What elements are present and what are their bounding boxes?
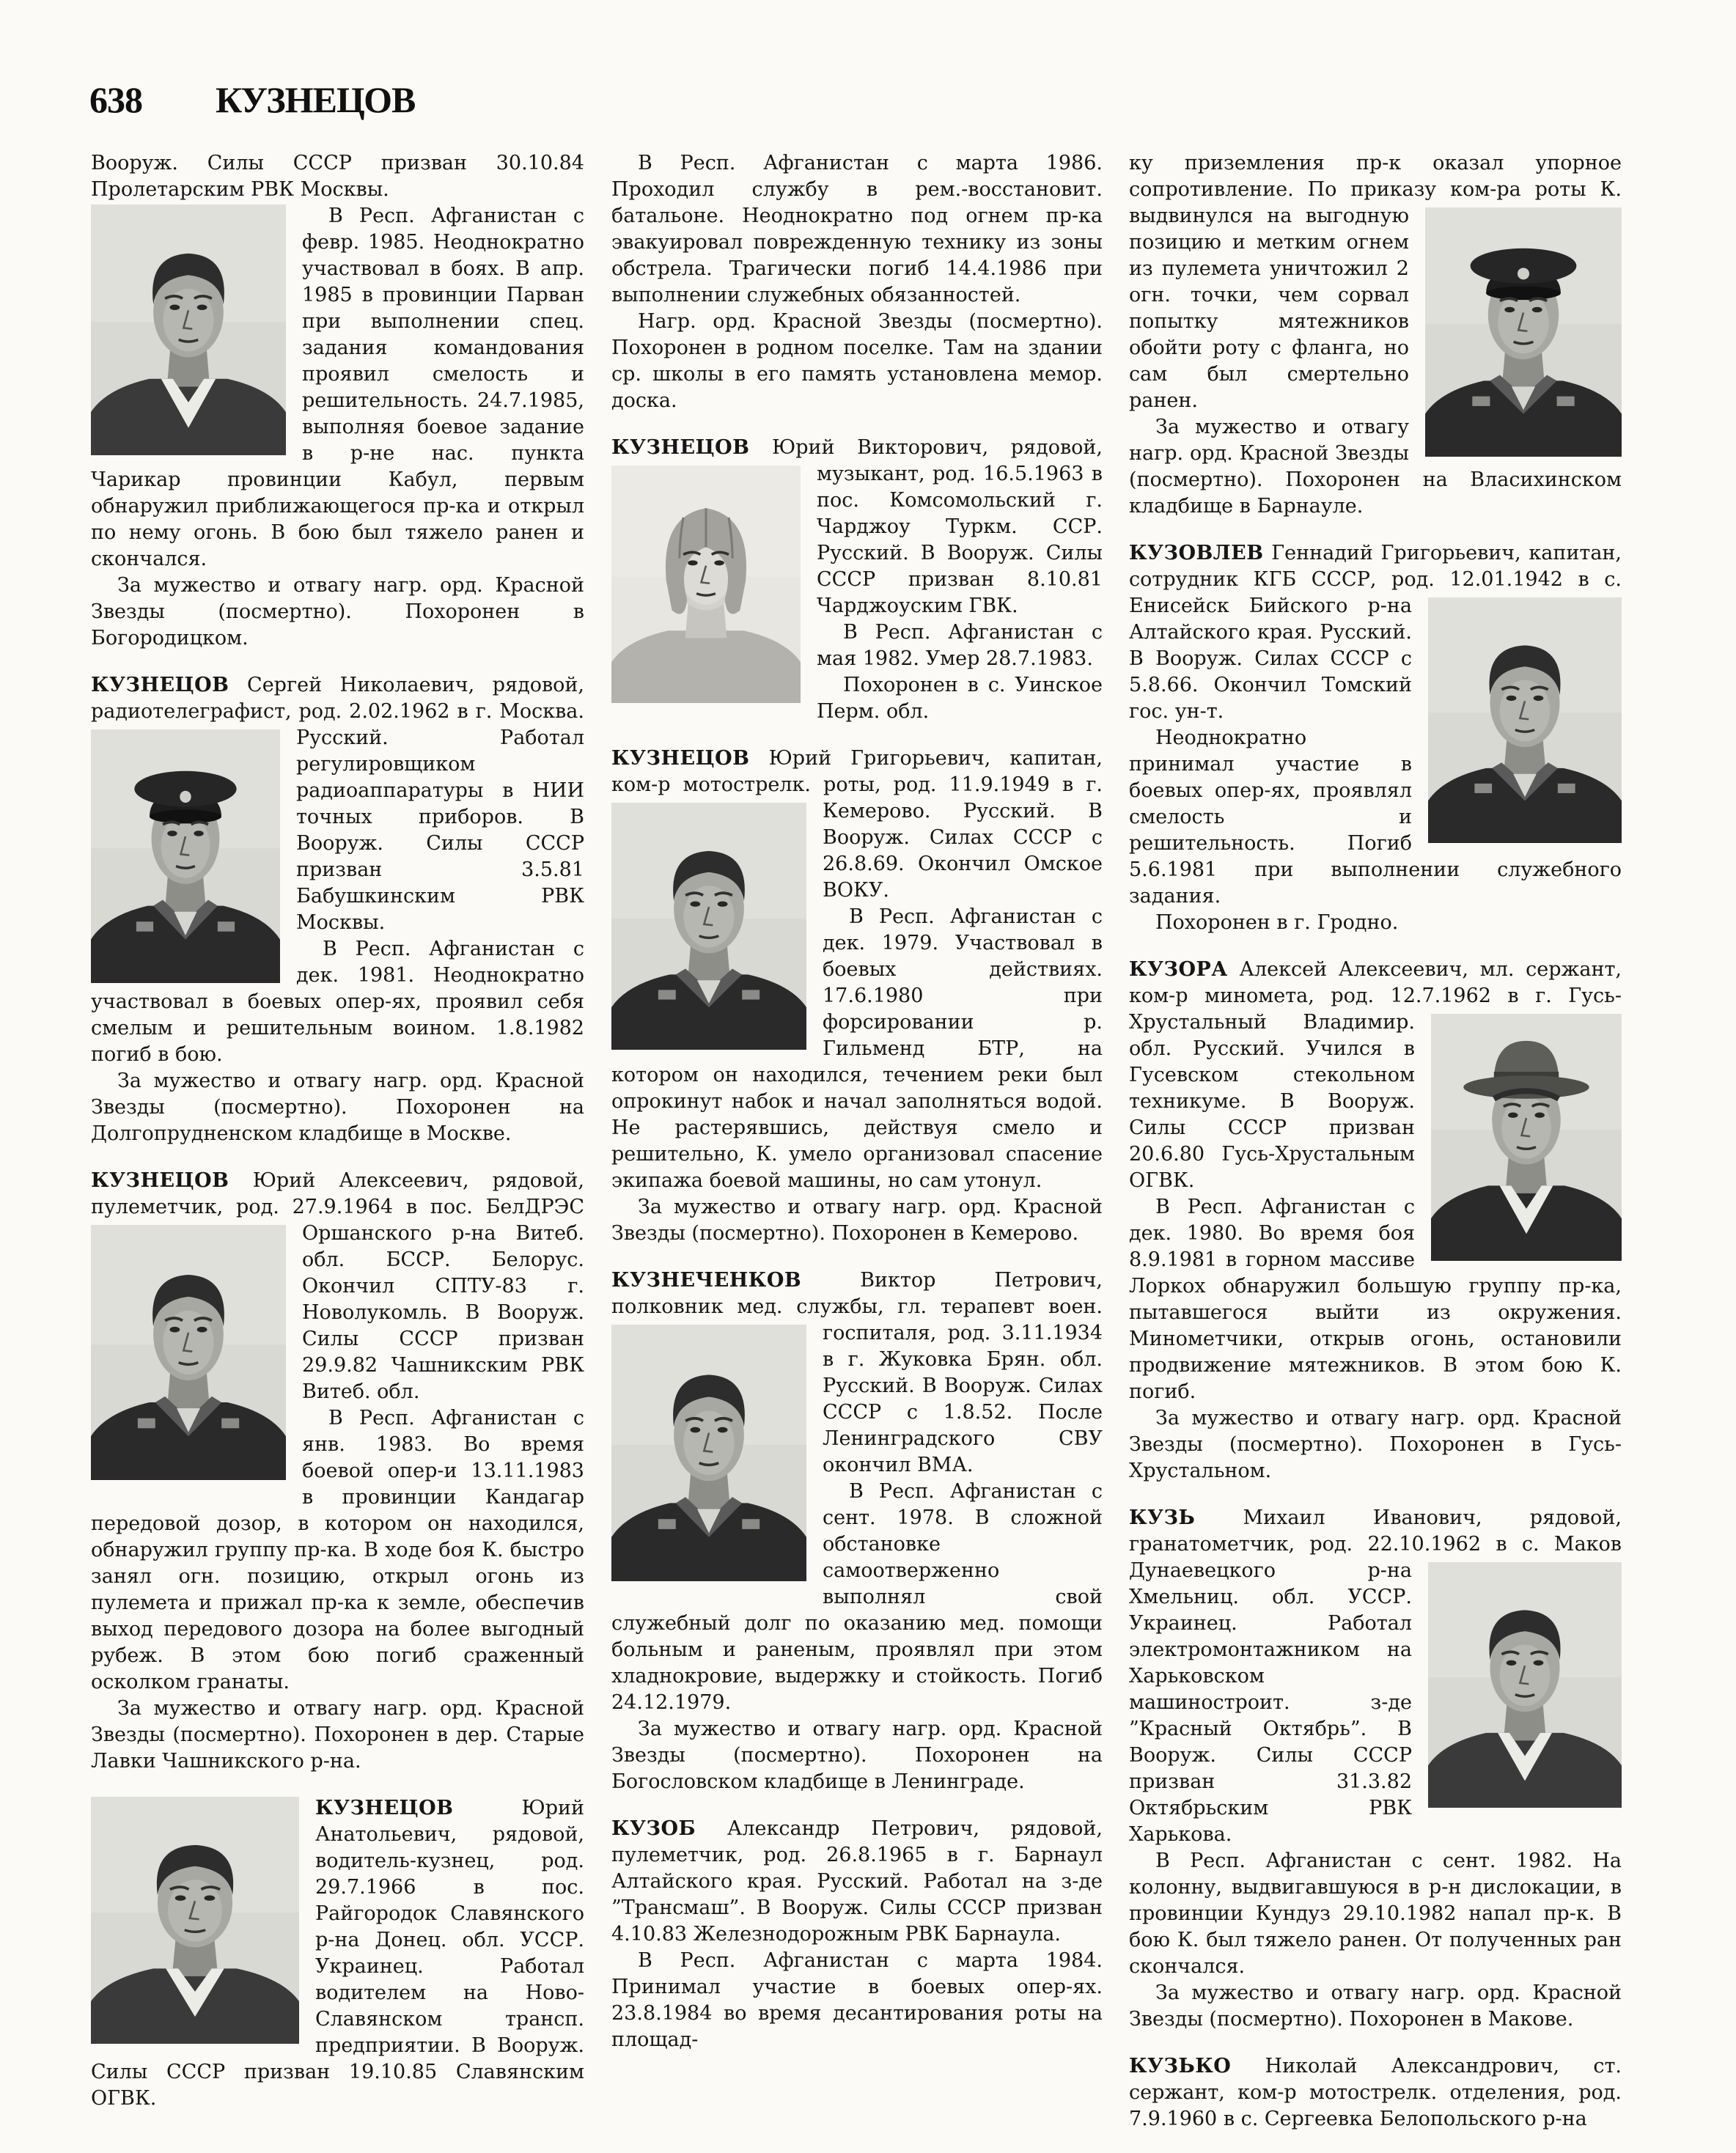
portrait-photo xyxy=(1425,207,1622,457)
entry-lead-text: Николай Александрович, ст. сержант, ком-р мотострелк. отделения, род. 7.9.1960 в с. Сергеевка Белопольского р-на xyxy=(1129,2055,1622,2130)
entry-text: В Респ. Афганистан с марта 1986. Проходил службу в рем.-восстановит. батальоне. Неоднократно под огнем пр-ка эвакуировал поврежденную технику из зоны обстрела. Трагически погиб 14.4.1986 при выполнении служебных обязанностей. xyxy=(611,152,1103,306)
portrait-image xyxy=(1428,1562,1622,1808)
entry-kuznetsov-sergei-nikolaevich xyxy=(91,672,584,1147)
entry-kuznetsov-yuri-alekseevich xyxy=(91,1168,584,1775)
portrait-photo xyxy=(91,1225,286,1480)
entry-lead-text: Михаил Иванович, рядовой, гранатометчик, род. 22.10.1962 в с. Маков Дунаевецкого р-на Хмельниц. обл. УССР. Украинец. Работал электромонтажником на Харьковском машиностроит. з-де ”Красный Октябрь”. В Вооруж. Силы СССР призван 31.3.82 Октябрьским РВК Харькова. xyxy=(1129,1506,1622,1846)
running-head: КУЗНЕЦОВ xyxy=(216,79,416,120)
entry-lead-text: Алексей Алексеевич, мл. сержант, ком-р миномета, род. 12.7.1962 в г. Гусь-Хрустальный Владимир. обл. Русский. Учился в Гусевском стекольном техникуме. В Вооруж. Силы СССР призван 20.6.80 Гусь-Хрустальным ОГВК. xyxy=(1129,958,1622,1192)
entry-text: За мужество и отвагу нагр. орд. Красной Звезды (посмертно). Похоронен в Макове. xyxy=(1129,1981,1622,2031)
entry-text: В Респ. Афганистан с янв. 1983. Во время боевой опер-и 13.11.1983 в провинции Кандагар передовой дозор, в котором он находился, обнаружил группу пр-ка. В ходе боя К. быстро занял огн. позицию, открыл огонь из пулемета и прижал пр-ка к земле, обеспечив выход передового дозора на более выгодный рубеж. В этом бою погиб сраженный осколком гранаты. xyxy=(91,1407,584,1693)
entry-text: За мужество и отвагу нагр. орд. Красной Звезды (посмертно). Похоронен в Богородицком. xyxy=(91,574,584,649)
column-3 xyxy=(1129,150,1622,2153)
headword: КУЗНЕЦОВ xyxy=(91,674,229,696)
entry-text: В Респ. Афганистан с сент. 1982. На колонну, выдвигавшуюся в р-н дислокации, в провинции Кундуз 29.10.1982 напал пр-к. В бою К. был тяжело ранен. От полученных ран скончался. xyxy=(1129,1850,1622,1978)
entry-text: В Респ. Афганистан с дек. 1980. Во время боя 8.9.1981 в горном массиве Лоркох обнаружил большую группу пр-ка, пытавшегося выйти из окружения. Минометчики, открыв огонь, остановили продвижение мятежников. В этом бою К. погиб. xyxy=(1129,1196,1622,1403)
entry-text: Похоронен в г. Гродно. xyxy=(1155,911,1399,934)
portrait-photo xyxy=(1431,1014,1622,1261)
headword: КУЗОРА xyxy=(1129,958,1228,981)
column-1 xyxy=(91,150,584,2132)
headword: КУЗЬКО xyxy=(1129,2055,1232,2077)
entry-text: Похоронен в с. Уинское Перм. обл. xyxy=(817,674,1103,723)
entry-kuz-mikhail-ivanovich xyxy=(1129,1505,1622,2033)
portrait-photo xyxy=(91,205,286,455)
entry-text: Неоднократно принимал участие в боевых опер-ях, проявлял смелость и решительность. Погиб 5.6.1981 при выполнении служебного задания. xyxy=(1129,726,1622,908)
portrait-image xyxy=(611,1325,806,1581)
entry-kuzora-aleksei-alekseevich xyxy=(1129,957,1622,1484)
entry-text: За мужество и отвагу нагр. орд. Красной Звезды (посмертно). Похоронен на Богословском кладбище в Ленинграде. xyxy=(611,1718,1103,1793)
portrait-image xyxy=(91,729,280,983)
portrait-image xyxy=(91,1225,286,1480)
portrait-photo xyxy=(611,1325,806,1581)
entry-text: За мужество и отвагу нагр. орд. Красной Звезды (посмертно). Похоронен в Гусь-Хрустальном. xyxy=(1129,1407,1622,1482)
entry-lead-text: Юрий Григорьевич, капитан, ком-р мотострелк. роты, род. 11.9.1949 в г. Кемерово. Русский. В Вооруж. Силах СССР с 26.8.69. Окончил Омское ВОКУ. xyxy=(611,747,1103,902)
page-number: 638 xyxy=(89,79,142,120)
entry-text: В Респ. Афганистан с мая 1982. Умер 28.7.1983. xyxy=(817,621,1103,670)
entry-continuation-column-2 xyxy=(611,150,1103,414)
entry-text: В Респ. Афганистан с дек. 1981. Неоднократно участвовал в боевых опер-ях, проявил себя смелым и решительным воином. 1.8.1982 погиб в бою. xyxy=(91,938,584,1066)
entry-lead-text: Юрий Викторович, рядовой, музыкант, род. 16.5.1963 в пос. Комсомольский г. Чарджоу Туркм. ССР. Русский. В Вооруж. Силы СССР призван 8.10.81 Чарджоуским ГВК. xyxy=(772,436,1103,617)
headword: КУЗНЕЦОВ xyxy=(91,1169,229,1192)
entry-lead-text: Юрий Анатольевич, рядовой, водитель-кузнец, род. 29.7.1966 в пос. Райгородок Славянского р-на Донец. обл. УССР. Украинец. Работал водителем на Ново-Славянском трансп. предприятии. В Вооруж. Силы СССР призван 19.10.85 Славянским ОГВК. xyxy=(91,1797,584,2110)
entry-lead-text: Юрий Алексеевич, рядовой, пулеметчик, род. 27.9.1964 в пос. БелДРЭС Оршанского р-на Витеб. обл. БССР. Белорус. Окончил СПТУ-83 г. Новолукомль. В Вооруж. Силы СССР призван 29.9.82 Чашникским РВК Витеб. обл. xyxy=(91,1169,584,1403)
headword: КУЗОБ xyxy=(611,1817,696,1840)
entry-text: ку приземления пр-к оказал упорное сопротивление. По приказу ком-ра роты К. выдвинулся на выгодную позицию и метким огнем из пулемета уничтожил 2 огн. точки, чем сорвал попытку мятежников обойти роту с фланга, но сам был смертельно ранен. xyxy=(1129,152,1622,412)
entry-kuznetsov-yuri-viktorovich xyxy=(611,435,1103,725)
entry-lead-text: Сергей Николаевич, рядовой, радиотелеграфист, род. 2.02.1962 в г. Москва. Русский. Работал регулировщиком радиоаппаратуры в НИИ точных приборов. В Вооруж. Силы СССР призван 3.5.81 Бабушкинским РВК Москвы. xyxy=(91,674,584,934)
entry-continuation-column-1 xyxy=(91,150,584,652)
portrait-photo xyxy=(91,729,280,983)
headword: КУЗЬ xyxy=(1129,1506,1196,1529)
headword: КУЗНЕЦОВ xyxy=(611,436,750,459)
entry-heading xyxy=(1129,2053,1622,2132)
entry-text: В Респ. Афганистан с дек. 1979. Участвовал в боевых действиях. 17.6.1980 при форсировании р. Гильменд БТР, на котором он находился, течением реки был опрокинут набок и начал заполняться водой. Не растерявшись, действуя смело и решительно, К. умело организовал спасение экипажа боевой машины, но сам утонул. xyxy=(611,905,1103,1192)
entry-heading xyxy=(611,1816,1103,1948)
entry-lead-text: Виктор Петрович, полковник мед. службы, гл. терапевт воен. госпиталя, род. 3.11.1934 в г. Жуковка Брян. обл. Русский. В Вооруж. Силах СССР с 1.8.52. После Ленинградского СВУ окончил ВМА. xyxy=(611,1269,1103,1476)
entry-kuzovlev-gennady-grigorievich xyxy=(1129,540,1622,936)
entry-lead-text: Геннадий Григорьевич, капитан, сотрудник КГБ СССР, род. 12.01.1942 в с. Енисейск Бийского р-на Алтайского края. Русский. В Вооруж. Силах СССР с 5.8.66. Окончил Томский гос. ун-т. xyxy=(1129,542,1622,723)
entry-kuznetsov-yuri-grigorievich xyxy=(611,746,1103,1247)
entry-text: За мужество и отвагу нагр. орд. Красной Звезды (посмертно). Похоронен в Кемерово. xyxy=(611,1196,1103,1245)
portrait-image xyxy=(611,803,806,1050)
headword: КУЗНЕЧЕНКОВ xyxy=(611,1269,802,1292)
entry-text: В Респ. Афганистан с марта 1984. Принимал участие в боевых опер-ях. 23.8.1984 во время десантирования роты на площад- xyxy=(611,1949,1103,2051)
portrait-image xyxy=(91,1797,299,2044)
entry-text: В Респ. Афганистан с сент. 1978. В сложной обстановке самоотверженно выполнял свой служебный долг по оказанию мед. помощи больным и раненым, проявлял при этом хладнокровие, выдержку и стойкость. Погиб 24.12.1979. xyxy=(611,1480,1103,1714)
entry-kuzko-nikolai-aleksandrovich xyxy=(1129,2053,1622,2132)
portrait-drawing xyxy=(611,465,801,703)
portrait-photo xyxy=(91,1797,299,2044)
headword: КУЗНЕЦОВ xyxy=(315,1797,454,1819)
entry-text: За мужество и отвагу нагр. орд. Красной Звезды (посмертно). Похоронен в дер. Старые Лавки Чашникского р-на. xyxy=(91,1697,584,1773)
entry-text: За мужество и отвагу нагр. орд. Красной Звезды (посмертно). Похоронен на Власихинском кладбище в Барнауле. xyxy=(1129,416,1622,518)
portrait-image xyxy=(91,205,286,455)
portrait-image xyxy=(1431,1014,1622,1261)
entry-kuznetsov-yuri-anatolyevich xyxy=(91,1795,584,2112)
headword: КУЗОВЛЕВ xyxy=(1129,542,1264,564)
portrait-photo xyxy=(1428,1562,1622,1808)
entry-text: Вооруж. Силы СССР призван 30.10.84 Пролетарским РВК Москвы. xyxy=(91,152,584,201)
portrait-photo xyxy=(611,803,806,1050)
entry-kuznechenkov-viktor-petrovich xyxy=(611,1267,1103,1795)
entry-lead-text: Александр Петрович, рядовой, пулеметчик, род. 26.8.1965 в г. Барнаул Алтайского края. Русский. Работал на з-де ”Трансмаш”. В Вооруж. Силы СССР призван 4.10.83 Железнодорожным РВК Барнаула. xyxy=(611,1817,1103,1946)
entry-text: В Респ. Афганистан с февр. 1985. Неоднократно участвовал в боях. В апр. 1985 в провинции Парван при выполнении спец. задания командования проявил смелость и решительность. 24.7.1985, выполняя боевое задание в р-не нас. пункта Чарикар провинции Кабул, первым обнаружил приближающегося пр-ка и открыл по нему огонь. В бою был тяжело ранен и скончался. xyxy=(91,205,584,570)
entry-continuation-column-3 xyxy=(1129,150,1622,520)
entry-kuzob-aleksandr-petrovich xyxy=(611,1816,1103,2053)
portrait-image xyxy=(1428,597,1622,843)
entry-text: За мужество и отвагу нагр. орд. Красной Звезды (посмертно). Похоронен на Долгопрудненском кладбище в Москве. xyxy=(91,1070,584,1145)
entry-text: Нагр. орд. Красной Звезды (посмертно). Похоронен в родном поселке. Там на здании ср. школы в его память установлена мемор. доска. xyxy=(611,310,1103,412)
portrait-image xyxy=(611,465,801,703)
headword: КУЗНЕЦОВ xyxy=(611,747,750,770)
column-2 xyxy=(611,150,1103,2074)
portrait-image xyxy=(1425,207,1622,457)
portrait-photo xyxy=(1428,597,1622,843)
